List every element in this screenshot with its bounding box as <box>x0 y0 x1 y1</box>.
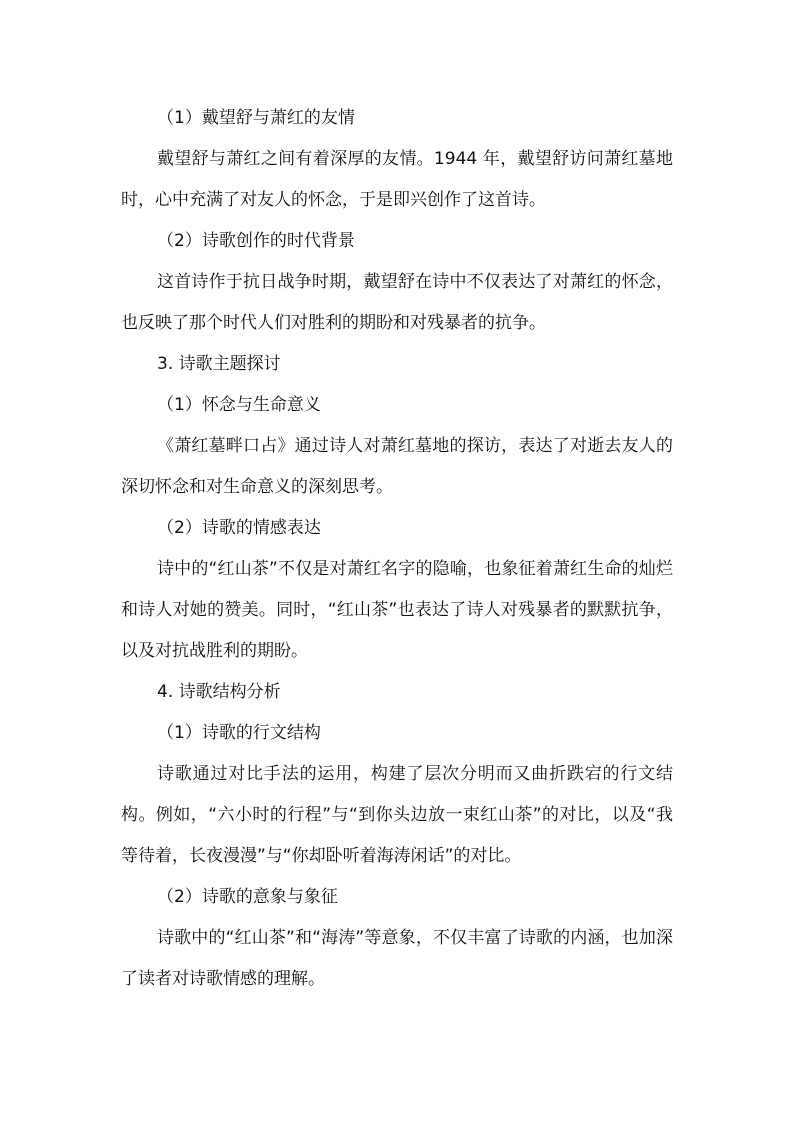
section-heading: 4. 诗歌结构分析 <box>157 682 281 702</box>
body-paragraph: 《萧红墓畔口占》通过诗人对萧红墓地的探访，表达了对逝去友人的深切怀念和对生命意义的深刻思考。 <box>121 436 673 497</box>
section-heading: （1）怀念与生命意义 <box>157 395 321 415</box>
body-paragraph: 诗中的“红山茶”不仅是对萧红名字的隐喻，也象征着萧红生命的灿烂和诗人对她的赞美。同时，“红山茶”也表达了诗人对残暴者的默默抗争，以及对抗战胜利的期盼。 <box>121 559 673 661</box>
document-body <box>121 98 673 1000</box>
body-paragraph: 诗歌中的“红山茶”和“海涛”等意象，不仅丰富了诗歌的内涵，也加深了读者对诗歌情感的理解。 <box>121 928 673 989</box>
body-paragraph: 这首诗作于抗日战争时期，戴望舒在诗中不仅表达了对萧红的怀念，也反映了那个时代人们对胜利的期盼和对残暴者的抗争。 <box>121 272 673 333</box>
section-heading: 3. 诗歌主题探讨 <box>157 354 281 374</box>
section-heading: （1）诗歌的行文结构 <box>157 723 321 743</box>
body-paragraph: 戴望舒与萧红之间有着深厚的友情。1944 年，戴望舒访问萧红墓地时，心中充满了对友人的怀念，于是即兴创作了这首诗。 <box>121 149 673 210</box>
section-heading: （2）诗歌的情感表达 <box>157 518 321 538</box>
section-heading: （1）戴望舒与萧红的友情 <box>157 108 355 128</box>
section-heading: （2）诗歌的意象与象征 <box>157 887 338 907</box>
section-heading: （2）诗歌创作的时代背景 <box>157 231 355 251</box>
body-paragraph: 诗歌通过对比手法的运用，构建了层次分明而又曲折跌宕的行文结构。例如，“六小时的行程”与“到你头边放一束红山茶”的对比，以及“我等待着，长夜漫漫”与“你却卧听着海涛闲话”的对比。 <box>121 764 673 866</box>
